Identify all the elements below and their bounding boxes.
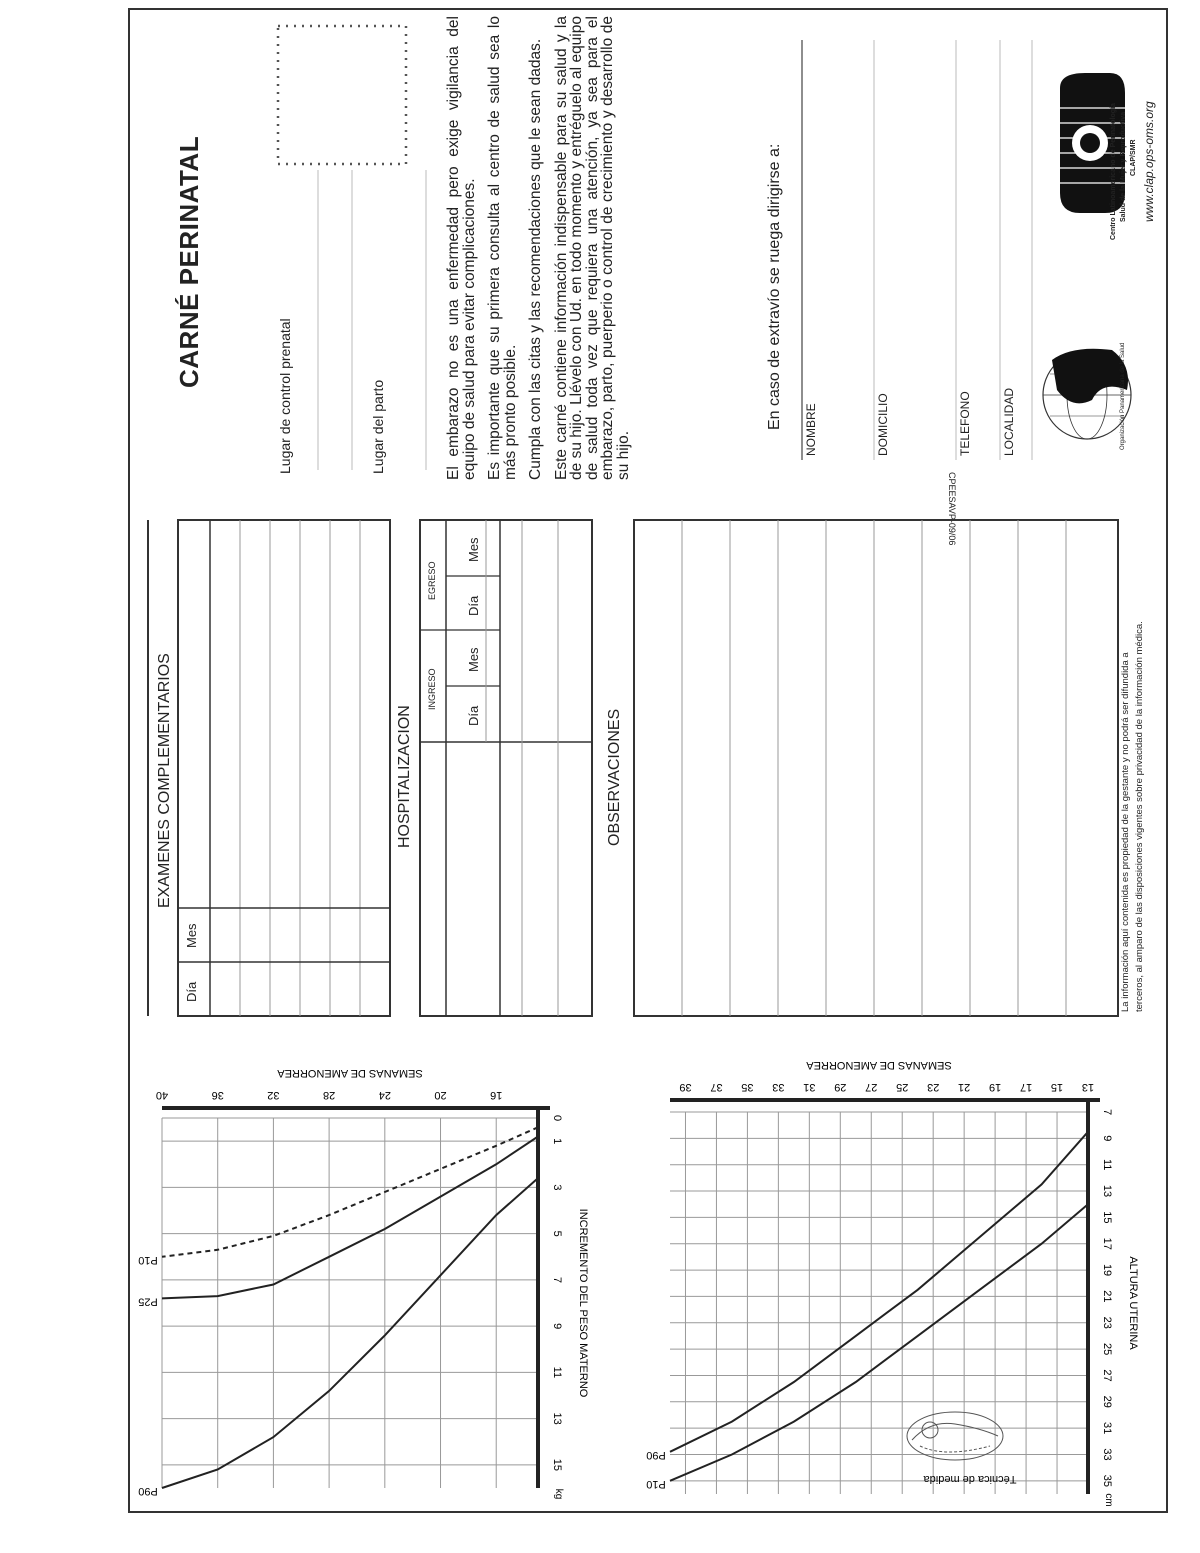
clap-line-3: CLAP/SMR bbox=[1130, 139, 1137, 176]
clap-line-2: Salud de la Mujer y Reproductiva bbox=[1120, 111, 1127, 222]
y-tick-label: 25 bbox=[1101, 1342, 1113, 1356]
technique-label: Técnica de medida bbox=[923, 1473, 1017, 1485]
x-tick-label: 16 bbox=[490, 1089, 503, 1101]
y-tick-label: 23 bbox=[1101, 1316, 1113, 1329]
y-tick-label: 21 bbox=[1101, 1290, 1113, 1303]
series-label-p90: P90 bbox=[646, 1448, 666, 1461]
x-tick-label: 29 bbox=[834, 1081, 847, 1093]
y-tick-label: 15 bbox=[551, 1458, 563, 1471]
y-tick-label: 7 bbox=[551, 1276, 563, 1283]
x-tick-label: 15 bbox=[1050, 1081, 1064, 1093]
lost-heading: En caso de extravío se ruega dirigirse a: bbox=[766, 143, 783, 430]
y-tick-label: 3 bbox=[551, 1184, 563, 1191]
x-axis-label: SEMANAS DE AMENORREA bbox=[277, 1067, 423, 1079]
y-tick-label: 9 bbox=[1101, 1135, 1113, 1142]
y-tick-label: 29 bbox=[1101, 1395, 1113, 1408]
y-tick-label: 31 bbox=[1101, 1422, 1113, 1435]
exams-heading: EXAMENES COMPLEMENTARIOS bbox=[156, 653, 173, 908]
x-tick-label: 36 bbox=[211, 1089, 224, 1101]
advice-paragraph-1: El embarazo no es una enfermedad pero exige vigilancia del equipo de salud para evitar complicaciones. bbox=[445, 16, 478, 480]
card-title: CARNÉ PERINATAL bbox=[174, 135, 204, 388]
y-unit-label: kg bbox=[553, 1488, 564, 1500]
x-tick-label: 25 bbox=[896, 1081, 909, 1093]
y-tick-label: 5 bbox=[551, 1230, 563, 1237]
y-tick-label: 17 bbox=[1101, 1237, 1113, 1250]
x-axis-label: SEMANAS DE AMENORREA bbox=[806, 1059, 952, 1071]
y-tick-label: 7 bbox=[1101, 1108, 1113, 1116]
y-tick-label: 19 bbox=[1101, 1263, 1113, 1277]
hosp-ingreso-mes: Mes bbox=[466, 647, 481, 672]
x-tick-label: 39 bbox=[679, 1081, 692, 1093]
hosp-egreso: EGRESO bbox=[427, 561, 437, 600]
clap-line-1: Centro Latinoamericano de Perinatología bbox=[1110, 103, 1117, 240]
exams-col-dia: Día bbox=[184, 981, 199, 1002]
privacy-line-2: terceros, al amparo de las disposiciones vigentes sobre privacidad de la información médica. bbox=[1134, 621, 1145, 1012]
series-label-p25: P25 bbox=[138, 1295, 158, 1308]
x-tick-label: 24 bbox=[378, 1089, 391, 1101]
x-tick-label: 19 bbox=[988, 1081, 1002, 1093]
series-line-p90 bbox=[670, 1132, 1088, 1452]
y-tick-label: 15 bbox=[1101, 1211, 1113, 1224]
x-tick-label: 17 bbox=[1019, 1081, 1033, 1093]
x-tick-label: 27 bbox=[865, 1081, 878, 1093]
advice-paragraph-2: Es importante que su primera consulta al centro de salud sea lo más pronto posible. bbox=[486, 16, 519, 480]
y-tick-label: 13 bbox=[1101, 1184, 1113, 1198]
y-tick-label: 11 bbox=[551, 1366, 563, 1379]
uterine-height-chart bbox=[130, 10, 1170, 1515]
lost-field-nombre: NOMBRE bbox=[804, 403, 818, 456]
x-tick-label: 33 bbox=[772, 1081, 785, 1093]
hosp-ingreso-dia: Día bbox=[466, 705, 481, 726]
hosp-heading: HOSPITALIZACION bbox=[396, 705, 413, 848]
y-tick-label: 1 bbox=[551, 1138, 563, 1145]
series-label-p90: P90 bbox=[138, 1485, 158, 1497]
place-prenatal-label: Lugar de control prenatal bbox=[277, 318, 293, 474]
y-unit-label: cm bbox=[1103, 1493, 1114, 1507]
hosp-egreso-mes: Mes bbox=[466, 537, 481, 562]
x-tick-label: 31 bbox=[803, 1081, 816, 1093]
ops-org-text: Organización Panamericana de la Salud bbox=[1120, 342, 1126, 450]
x-tick-label: 20 bbox=[434, 1089, 447, 1101]
y-tick-label: 11 bbox=[1101, 1158, 1113, 1171]
x-tick-label: 28 bbox=[322, 1089, 336, 1101]
y-tick-label: 13 bbox=[551, 1412, 563, 1425]
advice-paragraph-4: Este carné contiene información indispensable para su salud y la de su hijo. Llévelo con Ud. en todo momento y entréguelo al equipo de salud toda vez que requiera una atención, ya sea para el embarazo, parto, puerperio o control de crecimiento y desarrollo de su hijo. bbox=[552, 16, 632, 480]
y-axis-label: ALTURA UTERINA bbox=[1127, 1256, 1139, 1350]
y-tick-label: 35 bbox=[1101, 1474, 1113, 1487]
y-axis-label: INCREMENTO DEL PESO MATERNO bbox=[577, 1208, 589, 1398]
form-code: CPEESAVP-09/06 bbox=[947, 472, 957, 546]
x-tick-label: 35 bbox=[741, 1081, 754, 1093]
series-label-p10: P10 bbox=[138, 1253, 158, 1266]
y-tick-label: 27 bbox=[1101, 1369, 1113, 1382]
perinatal-card bbox=[128, 8, 1168, 1513]
advice-paragraph-3: Cumpla con las citas y las recomendaciones que le sean dadas. bbox=[527, 38, 544, 480]
y-tick-label: 33 bbox=[1101, 1448, 1113, 1461]
lost-field-localidad: LOCALIDAD bbox=[1002, 387, 1016, 456]
x-tick-label: 21 bbox=[958, 1081, 971, 1093]
series-line-p10 bbox=[670, 1204, 1088, 1481]
hosp-ingreso: INGRESO bbox=[427, 668, 437, 710]
place-birth-label: Lugar del parto bbox=[370, 379, 386, 474]
privacy-line-1: La información aquí contenida es propiedad de la gestante y no podrá ser difundida a bbox=[1120, 652, 1131, 1012]
x-tick-label: 32 bbox=[267, 1089, 280, 1101]
hosp-egreso-dia: Día bbox=[466, 595, 481, 616]
lost-field-domicilio: DOMICILIO bbox=[876, 393, 890, 456]
x-tick-label: 23 bbox=[927, 1081, 940, 1093]
y-tick-label: 0 bbox=[551, 1114, 563, 1122]
y-tick-label: 9 bbox=[551, 1323, 563, 1330]
series-label-p10: P10 bbox=[646, 1477, 666, 1490]
obs-heading: OBSERVACIONES bbox=[606, 708, 623, 846]
x-tick-label: 13 bbox=[1081, 1081, 1095, 1093]
lost-field-telefono: TELEFONO bbox=[958, 391, 972, 456]
clap-url[interactable]: www.clap.ops-oms.org bbox=[1142, 101, 1156, 222]
x-tick-label: 37 bbox=[710, 1081, 723, 1093]
uterine-measure-illustration bbox=[900, 1402, 1010, 1472]
exams-col-mes: Mes bbox=[184, 923, 199, 948]
x-tick-label: 40 bbox=[155, 1089, 169, 1101]
